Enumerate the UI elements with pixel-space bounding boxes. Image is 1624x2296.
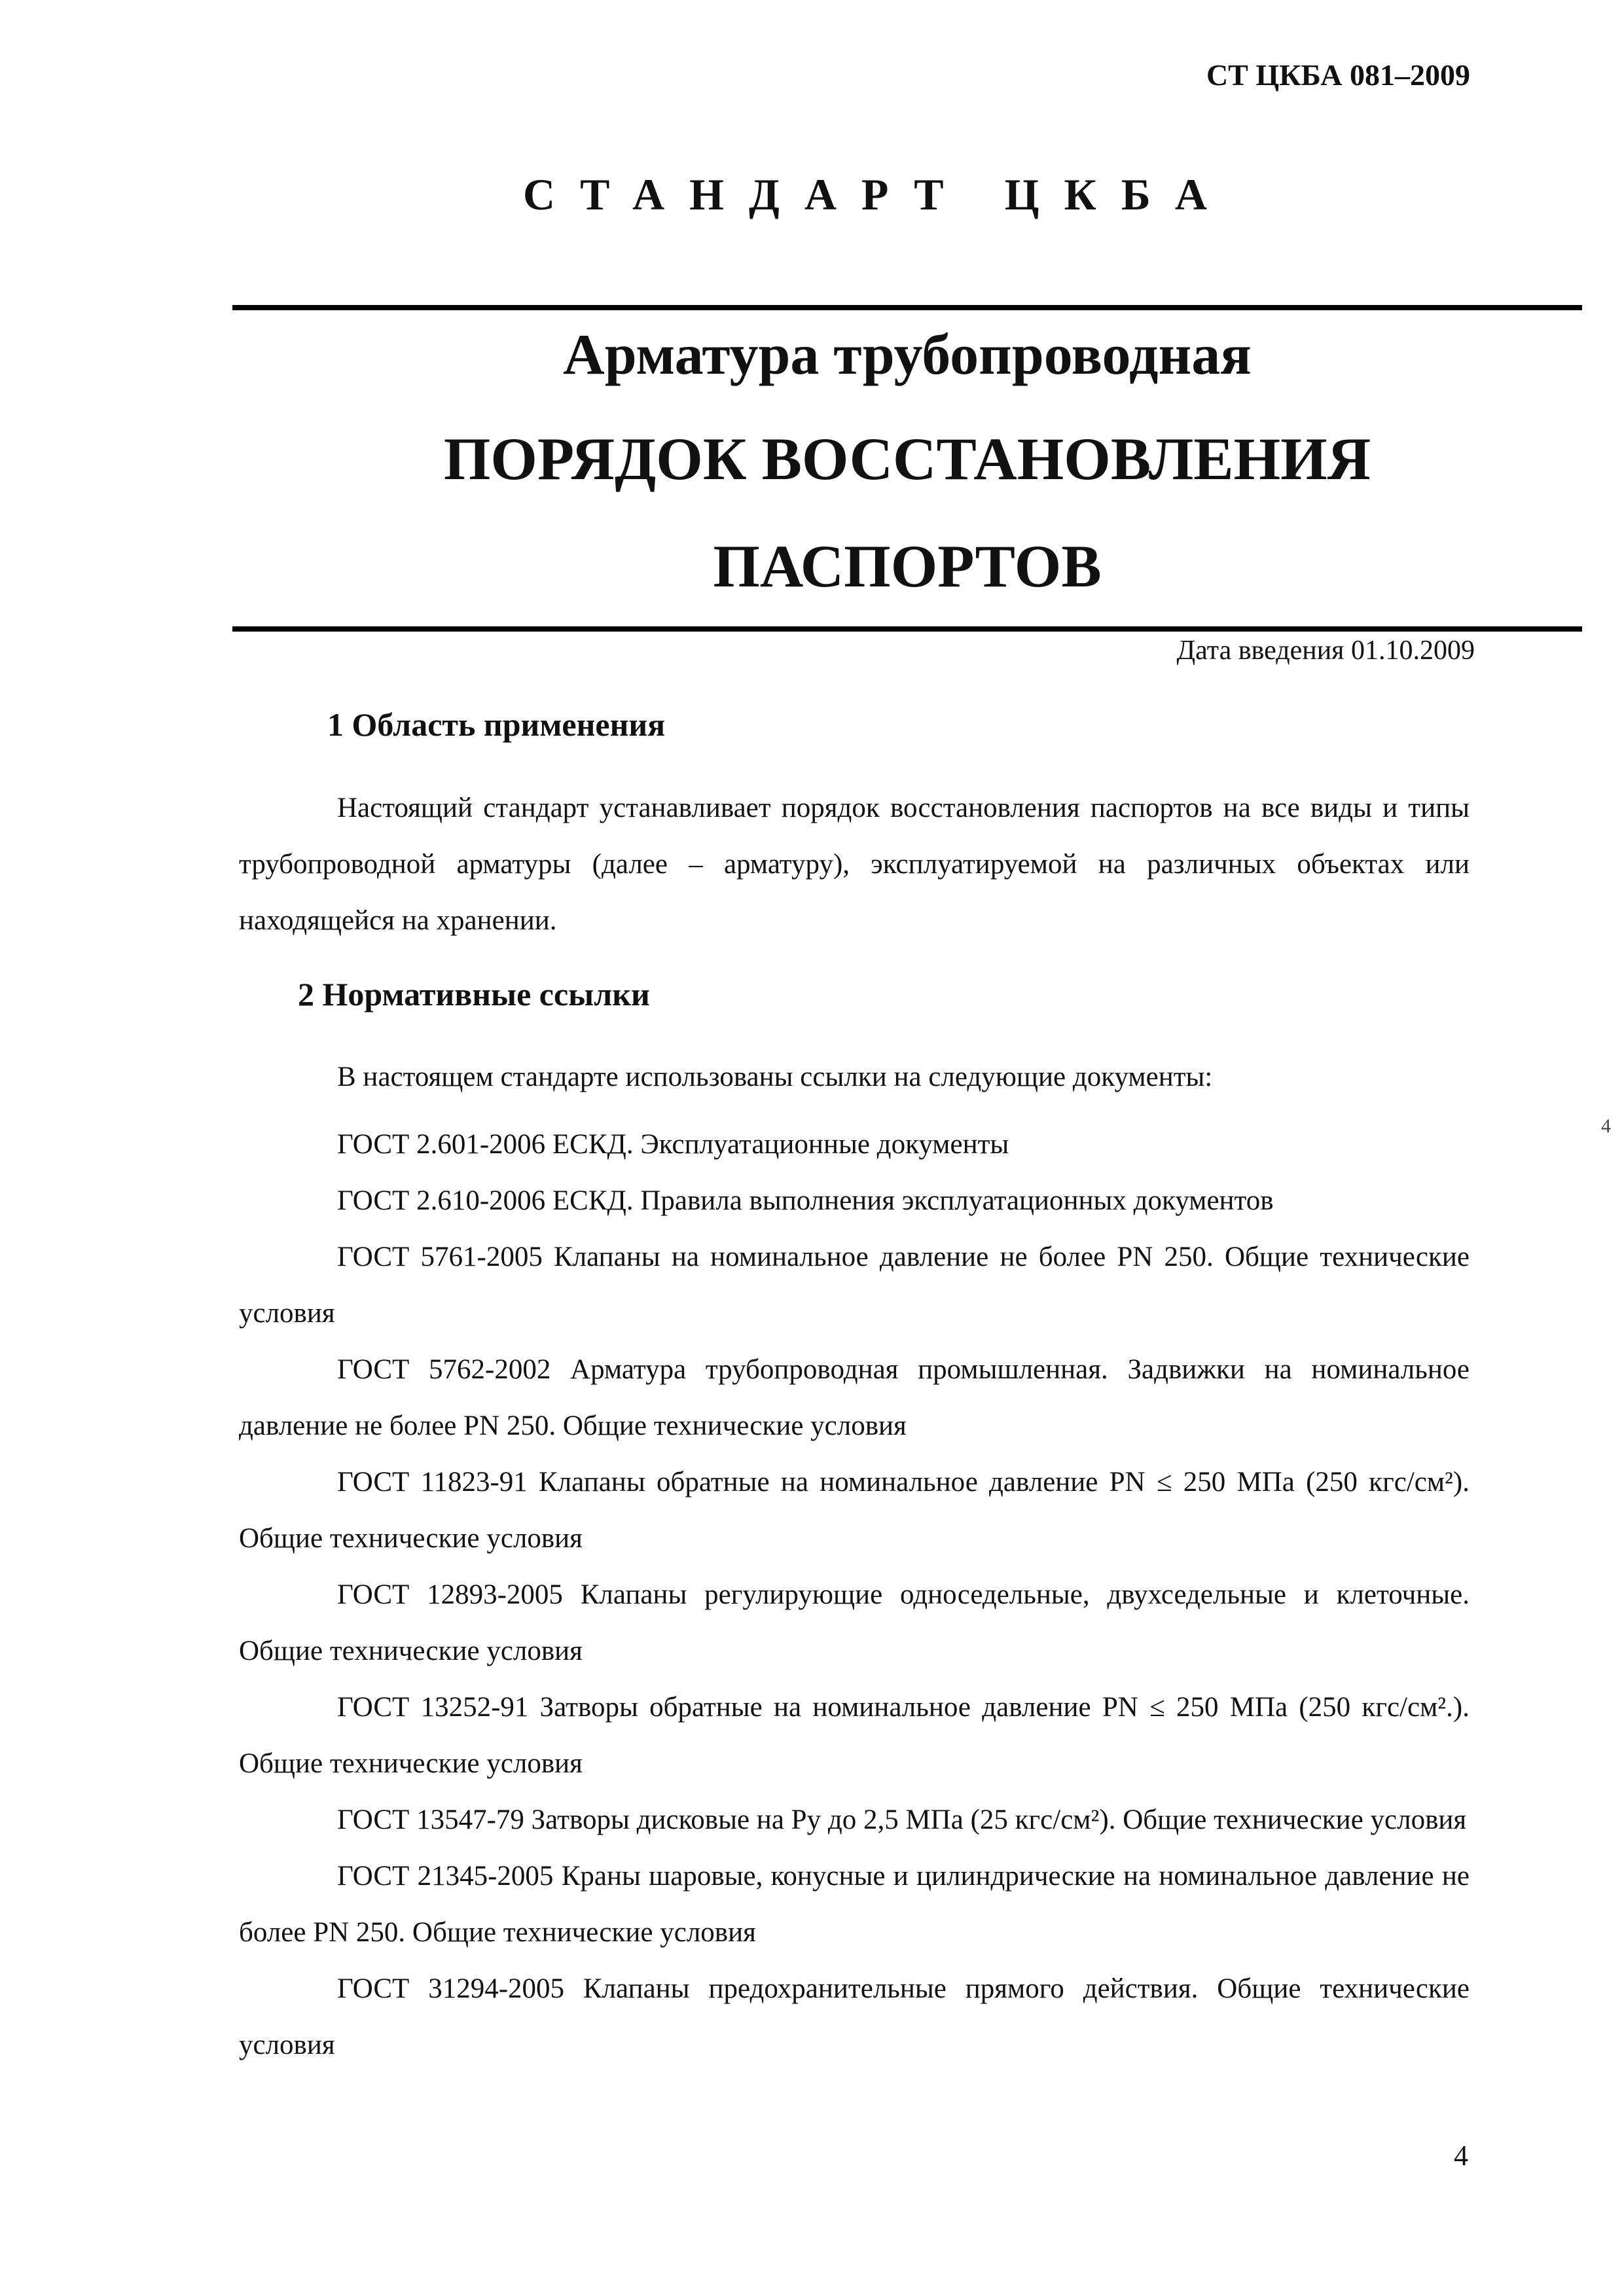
reference-item: ГОСТ 31294-2005 Клапаны предохранительные прямого действия. Общие технические условия xyxy=(239,1973,1470,2060)
reference-item: ГОСТ 5762-2002 Арматура трубопроводная промышленная. Задвижки на номинальное давление не более PN 250. Общие технические условия xyxy=(239,1354,1470,1441)
reference-item: ГОСТ 11823-91 Клапаны обратные на номинальное давление PN ≤ 250 МПа (250 кгс/см²). Общие технические условия xyxy=(239,1467,1470,1554)
introduction-date: Дата введения 01.10.2009 xyxy=(1176,636,1475,666)
reference-item: ГОСТ 13547-79 Затворы дисковые на Ру до 2,5 МПа (25 кгс/см²). Общие технические условия xyxy=(337,1804,1467,1835)
margin-mark: 4 xyxy=(1601,1115,1611,1137)
reference-item: ГОСТ 21345-2005 Краны шаровые, конусные и цилиндрические на номинальное давление не более PN 250. Общие технические условия xyxy=(239,1861,1470,1948)
reference-item: ГОСТ 2.610-2006 ЕСКД. Правила выполнения эксплуатационных документов xyxy=(337,1185,1274,1216)
section-1-heading: 1 Область применения xyxy=(327,706,666,743)
section-2-lead: В настоящем стандарте использованы ссылки на следующие документы: xyxy=(337,1062,1213,1092)
reference-item: ГОСТ 5761-2005 Клапаны на номинальное давление не более PN 250. Общие технические условия xyxy=(239,1242,1470,1329)
references-list xyxy=(239,1117,1470,2073)
title-bottom-rule xyxy=(232,626,1582,632)
reference-item: ГОСТ 12893-2005 Клапаны регулирующие односедельные, двухседельные и клеточные. Общие технические условия xyxy=(239,1579,1470,1666)
standard-label: СТАНДАРТ ЦКБА xyxy=(522,170,1233,219)
title-line-3: ПАСПОРТОВ xyxy=(713,533,1102,600)
title-line-1: Арматура трубопроводная xyxy=(563,323,1252,387)
title-top-rule xyxy=(232,305,1582,310)
title-line-2: ПОРЯДОК ВОССТАНОВЛЕНИЯ xyxy=(443,425,1371,492)
section-2-heading: 2 Нормативные ссылки xyxy=(298,976,650,1013)
document-code: СТ ЦКБА 081–2009 xyxy=(1206,58,1470,92)
page-number: 4 xyxy=(1454,2140,1468,2172)
reference-item: ГОСТ 13252-91 Затворы обратные на номинальное давление PN ≤ 250 МПа (250 кгс/см².). Общие технические условия xyxy=(239,1692,1470,1779)
section-1-text: Настоящий стандарт устанавливает порядок восстановления паспортов на все виды и типы трубопроводной арматуры (далее – арматуру), эксплуатируемой на различных объектах или находящейся на хранении. xyxy=(239,793,1470,936)
reference-item: ГОСТ 2.601-2006 ЕСКД. Эксплуатационные документы xyxy=(337,1129,1009,1160)
